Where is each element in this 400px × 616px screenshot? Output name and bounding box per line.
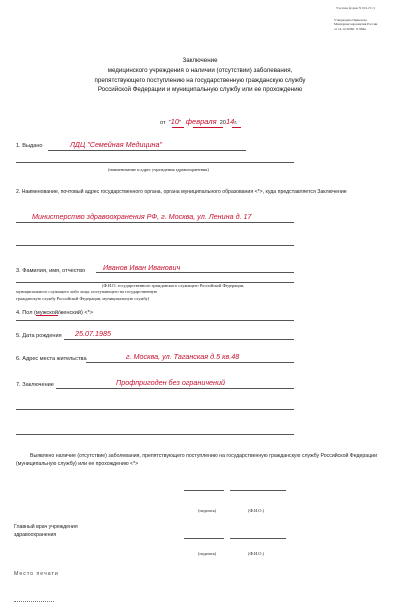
name-caption-line: муниципального служащего либо лица, поступающего на государственную xyxy=(16,289,158,295)
name-label: 3. Фамилия, имя, отчество xyxy=(16,268,86,274)
signature-caption: (подпись) xyxy=(198,508,217,513)
approval-line: от 14.12.2009г. N 984н xyxy=(334,26,367,31)
form-number: Учетная форма N 001-ГС/у xyxy=(336,6,376,10)
signature-line xyxy=(184,490,224,491)
conclusion-line-2 xyxy=(16,409,294,410)
signature-name-caption: (Ф.И.О.) xyxy=(248,508,265,513)
seal-label: Место печати xyxy=(14,571,59,577)
sex-value: мужской xyxy=(35,310,58,316)
date-row: от "10" февраля 2014г. xyxy=(160,117,238,126)
chief-title xyxy=(14,523,78,540)
issued-line-2 xyxy=(16,162,294,163)
title-line: препятствующего поступлению на государственную гражданскую службу xyxy=(94,76,306,84)
issued-label: 1. Выдано xyxy=(16,143,43,149)
chief-signature-name-caption: (Ф.И.О.) xyxy=(248,551,265,556)
address-value: г. Москва, ул. Таганская д.5 кв.48 xyxy=(126,352,240,361)
date-day-underline xyxy=(172,127,184,128)
name-value: Иванов Иван Иванович xyxy=(103,263,181,272)
issued-caption: (наименование и адрес учреждения здравоохранения) xyxy=(108,167,209,172)
date-month-underline xyxy=(193,127,223,128)
bottom-dotted-rule xyxy=(14,601,54,602)
chief-line: здравоохранения xyxy=(14,532,57,539)
approval-line: Утверждена Приказом xyxy=(334,18,367,22)
approval-note xyxy=(334,18,377,31)
signature-name-line xyxy=(230,490,286,491)
statement-line: Выявлено наличие (отсутствие) заболевания, препятствующего поступлению на государственную гражданскую службу Российской Федерации xyxy=(30,453,377,459)
conclusion-label: 7. Заключение xyxy=(16,382,54,388)
sex-line xyxy=(16,320,294,321)
name-caption-line: гражданскую службу Российской Федерации, муниципальную службу) xyxy=(16,295,150,301)
conclusion-line-3 xyxy=(16,434,294,435)
statement-line: (муниципальную службу) или ее прохождению <*> xyxy=(16,461,139,468)
date-year-underline xyxy=(232,127,241,128)
title-line: Российской Федерации и муниципальную службу или ее прохождению xyxy=(97,86,303,94)
conclusion-line xyxy=(56,388,294,389)
name-line xyxy=(96,272,294,273)
org-value: Министерство здравоохранения РФ, г. Москва, ул. Ленина д. 17 xyxy=(32,212,252,221)
conclusion-value: Профпригоден без ограничений xyxy=(116,378,225,387)
statement xyxy=(16,452,396,468)
sex-rest: /женский) <*> xyxy=(57,310,94,316)
org-line-2 xyxy=(16,245,294,246)
address-label: 6. Адрес места жительства xyxy=(16,356,87,362)
chief-signature-line xyxy=(184,538,224,539)
document-title xyxy=(20,56,380,95)
issued-value: ЛДЦ "Семейная Медицина" xyxy=(70,140,163,149)
org-line xyxy=(16,222,294,223)
name-caption-line: (Ф.И.О. государственного гражданского служащего Российской Федерации, xyxy=(102,283,245,288)
chief-signature-caption: (подпись) xyxy=(198,551,217,556)
dob-label: 5. Дата рождения xyxy=(16,333,62,339)
sex-label: 4. Пол ( xyxy=(16,310,36,316)
approval-line: Минздравсоцразвития России xyxy=(334,22,378,27)
dob-value: 25.07.1985 xyxy=(75,329,111,338)
date-day: 10 xyxy=(170,117,180,126)
title-line: медицинского учреждения о наличии (отсутствии) заболевания, xyxy=(107,66,293,74)
org-label: 2. Наименование, почтовый адрес государственного органа, органа муниципального образования <*>, куда представляется Заключение xyxy=(16,189,347,195)
chief-signature-name-line xyxy=(230,538,286,539)
date-prefix: от xyxy=(160,120,166,126)
issued-line xyxy=(48,150,246,151)
address-line xyxy=(86,362,294,363)
date-month: февраля xyxy=(185,117,217,126)
date-year: 14 xyxy=(225,117,235,126)
chief-line: Главный врач учреждения xyxy=(14,524,78,530)
title-line: Заключение xyxy=(182,57,218,64)
date-year-prefix: 20 xyxy=(219,120,226,126)
name-caption xyxy=(16,283,244,302)
date-year-suffix: г. xyxy=(234,120,238,126)
sex-row xyxy=(16,310,93,316)
dob-line xyxy=(64,339,294,340)
